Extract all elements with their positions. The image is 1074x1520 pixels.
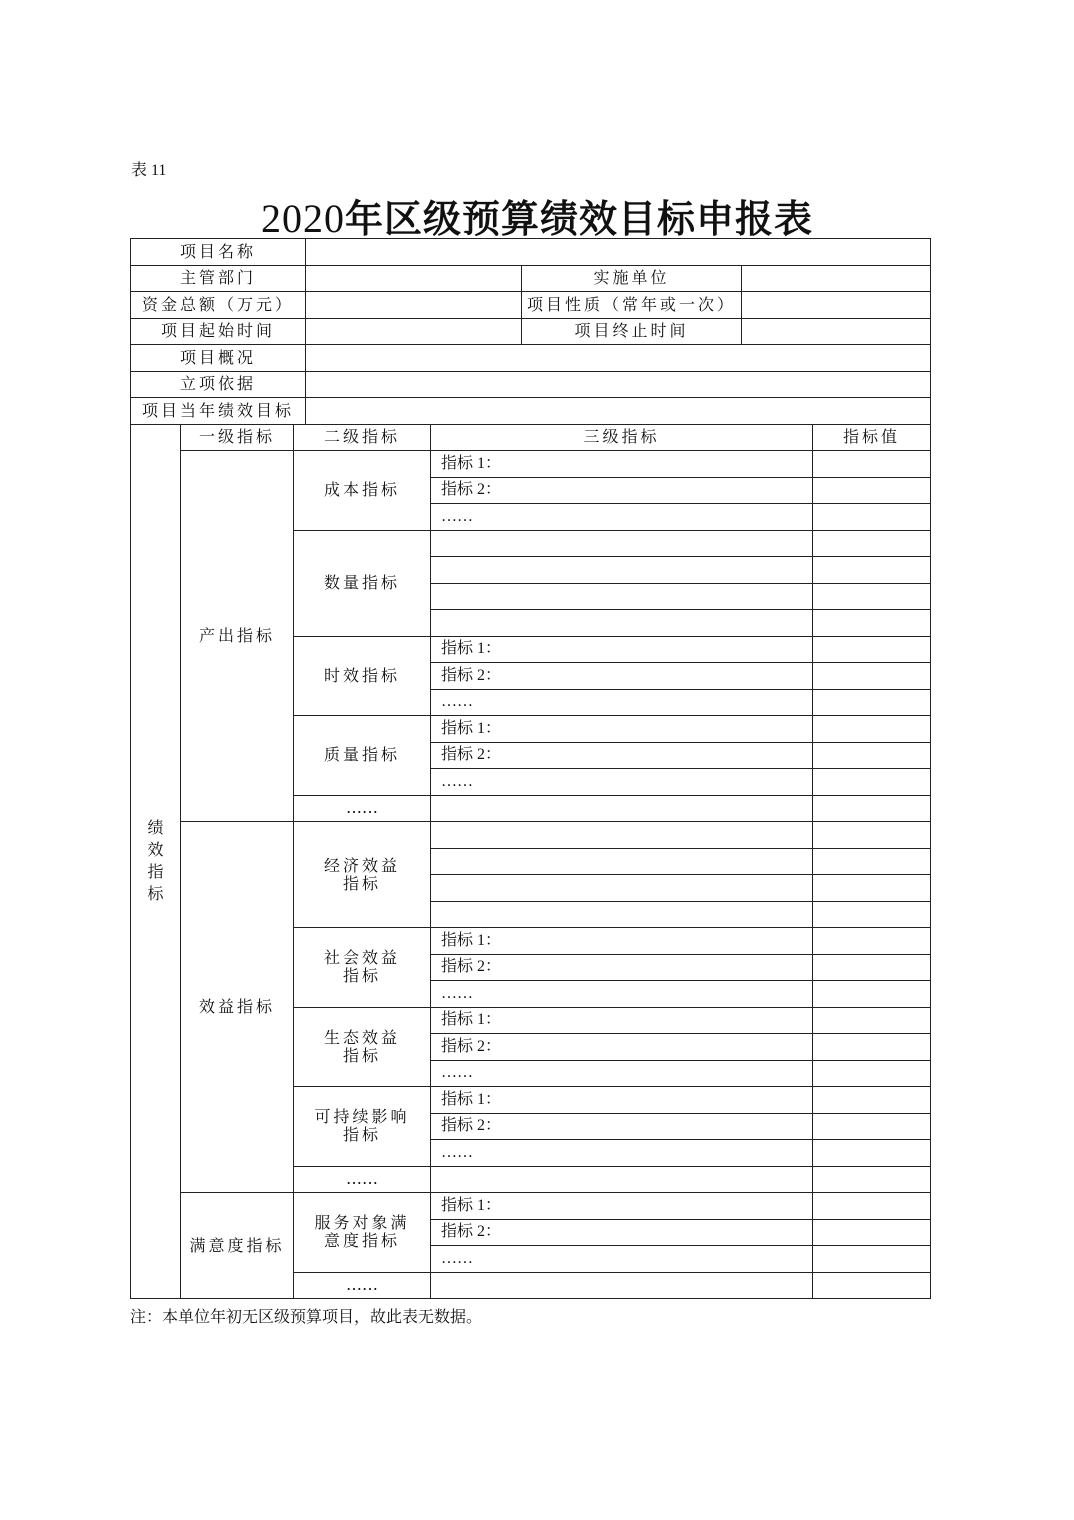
indicator-value[interactable] <box>813 663 931 690</box>
indicator-value[interactable] <box>813 610 931 637</box>
indicator-value[interactable] <box>813 636 931 663</box>
title-year: 2020 <box>260 196 345 241</box>
indicator-value[interactable] <box>813 1087 931 1114</box>
dept-value[interactable] <box>306 265 522 292</box>
ecological-benefit-indicator: 生态效益指标 <box>294 1007 431 1087</box>
funds-label: 资金总额（万元） <box>131 292 306 319</box>
indicator-value[interactable] <box>813 822 931 849</box>
indicator-item[interactable] <box>431 822 813 849</box>
indicator-item[interactable] <box>431 1166 813 1193</box>
indicator-value[interactable] <box>813 1246 931 1273</box>
indicator-value[interactable] <box>813 1219 931 1246</box>
end-time-value[interactable] <box>742 318 931 345</box>
col-value-header: 指标值 <box>813 424 931 451</box>
indicator-value[interactable] <box>813 1113 931 1140</box>
indicator-value[interactable] <box>813 1140 931 1167</box>
nature-label: 项目性质（常年或一次） <box>522 292 742 319</box>
indicator-value[interactable] <box>813 504 931 531</box>
annual-goal-value[interactable] <box>306 398 931 425</box>
indicator-item[interactable] <box>431 848 813 875</box>
indicator-item: 指标 2： <box>431 1034 813 1061</box>
indicator-ellipsis: …… <box>431 769 813 796</box>
indicator-item: 指标 2： <box>431 742 813 769</box>
project-name-label: 项目名称 <box>131 239 306 266</box>
indicator-item: 指标 2： <box>431 663 813 690</box>
performance-indicators-section: 绩效指标 <box>131 424 181 1299</box>
impl-unit-label: 实施单位 <box>522 265 742 292</box>
impl-unit-value[interactable] <box>742 265 931 292</box>
quantity-indicator: 数量指标 <box>294 530 431 636</box>
indicator-value[interactable] <box>813 901 931 928</box>
indicator-item: 指标 1： <box>431 451 813 478</box>
indicator-value[interactable] <box>813 451 931 478</box>
indicator-value[interactable] <box>813 557 931 584</box>
indicator-value[interactable] <box>813 1166 931 1193</box>
footnote: 注：本单位年初无区级预算项目，故此表无数据。 <box>130 1307 483 1326</box>
end-time-label: 项目终止时间 <box>522 318 742 345</box>
document-title <box>0 188 1074 243</box>
economic-benefit-indicator: 经济效益指标 <box>294 822 431 928</box>
indicator-item[interactable] <box>431 901 813 928</box>
basis-label: 立项依据 <box>131 371 306 398</box>
indicator-ellipsis: …… <box>431 1140 813 1167</box>
indicator-item: 指标 2： <box>431 1113 813 1140</box>
indicator-value[interactable] <box>813 716 931 743</box>
dept-label: 主管部门 <box>131 265 306 292</box>
indicator-item: 指标 2： <box>431 1219 813 1246</box>
indicator-value[interactable] <box>813 583 931 610</box>
indicator-value[interactable] <box>813 928 931 955</box>
indicator-value[interactable] <box>813 530 931 557</box>
indicator-value[interactable] <box>813 477 931 504</box>
indicator-item[interactable] <box>431 583 813 610</box>
indicator-item: 指标 1： <box>431 716 813 743</box>
indicator-value[interactable] <box>813 1034 931 1061</box>
annual-goal-label: 项目当年绩效目标 <box>131 398 306 425</box>
indicator-item[interactable] <box>431 610 813 637</box>
col-level1-header: 一级指标 <box>181 424 294 451</box>
indicator-item: 指标 2： <box>431 954 813 981</box>
indicator-item[interactable] <box>431 530 813 557</box>
indicator-value[interactable] <box>813 795 931 822</box>
level2-ellipsis: …… <box>294 1166 431 1193</box>
indicator-value[interactable] <box>813 1193 931 1220</box>
sustainable-impact-indicator: 可持续影响指标 <box>294 1087 431 1167</box>
title-text: 年区级预算绩效目标申报表 <box>344 197 813 241</box>
indicator-value[interactable] <box>813 689 931 716</box>
overview-value[interactable] <box>306 345 931 372</box>
start-time-label: 项目起始时间 <box>131 318 306 345</box>
basis-value[interactable] <box>306 371 931 398</box>
level2-ellipsis: …… <box>294 1272 431 1299</box>
overview-label: 项目概况 <box>131 345 306 372</box>
indicator-value[interactable] <box>813 769 931 796</box>
indicator-item: 指标 1： <box>431 1087 813 1114</box>
funds-value[interactable] <box>306 292 522 319</box>
indicator-item: 指标 1： <box>431 636 813 663</box>
col-level3-header: 三级指标 <box>431 424 813 451</box>
table-number-label: 表 11 <box>131 162 167 179</box>
indicator-item[interactable] <box>431 795 813 822</box>
indicator-item[interactable] <box>431 1272 813 1299</box>
col-level2-header: 二级指标 <box>294 424 431 451</box>
benefit-indicator: 效益指标 <box>181 822 294 1193</box>
nature-value[interactable] <box>742 292 931 319</box>
indicator-value[interactable] <box>813 1007 931 1034</box>
indicator-value[interactable] <box>813 848 931 875</box>
timeliness-indicator: 时效指标 <box>294 636 431 716</box>
indicator-item: 指标 1： <box>431 1007 813 1034</box>
indicator-item: 指标 1： <box>431 928 813 955</box>
cost-indicator: 成本指标 <box>294 451 431 531</box>
level2-ellipsis: …… <box>294 795 431 822</box>
indicator-item: 指标 1： <box>431 1193 813 1220</box>
indicator-value[interactable] <box>813 1272 931 1299</box>
indicator-ellipsis: …… <box>431 1246 813 1273</box>
service-satisfaction-indicator: 服务对象满意度指标 <box>294 1193 431 1273</box>
indicator-ellipsis: …… <box>431 981 813 1008</box>
indicator-item: 指标 2： <box>431 477 813 504</box>
indicator-value[interactable] <box>813 1060 931 1087</box>
indicator-ellipsis: …… <box>431 689 813 716</box>
social-benefit-indicator: 社会效益指标 <box>294 928 431 1008</box>
budget-performance-table <box>130 238 931 1299</box>
indicator-value[interactable] <box>813 875 931 902</box>
project-name-value[interactable] <box>306 239 931 266</box>
start-time-value[interactable] <box>306 318 522 345</box>
indicator-value[interactable] <box>813 981 931 1008</box>
indicator-ellipsis: …… <box>431 1060 813 1087</box>
quality-indicator: 质量指标 <box>294 716 431 796</box>
satisfaction-indicator: 满意度指标 <box>181 1193 294 1299</box>
indicator-value[interactable] <box>813 954 931 981</box>
indicator-item[interactable] <box>431 875 813 902</box>
indicator-item[interactable] <box>431 557 813 584</box>
output-indicator: 产出指标 <box>181 451 294 822</box>
indicator-value[interactable] <box>813 742 931 769</box>
indicator-ellipsis: …… <box>431 504 813 531</box>
